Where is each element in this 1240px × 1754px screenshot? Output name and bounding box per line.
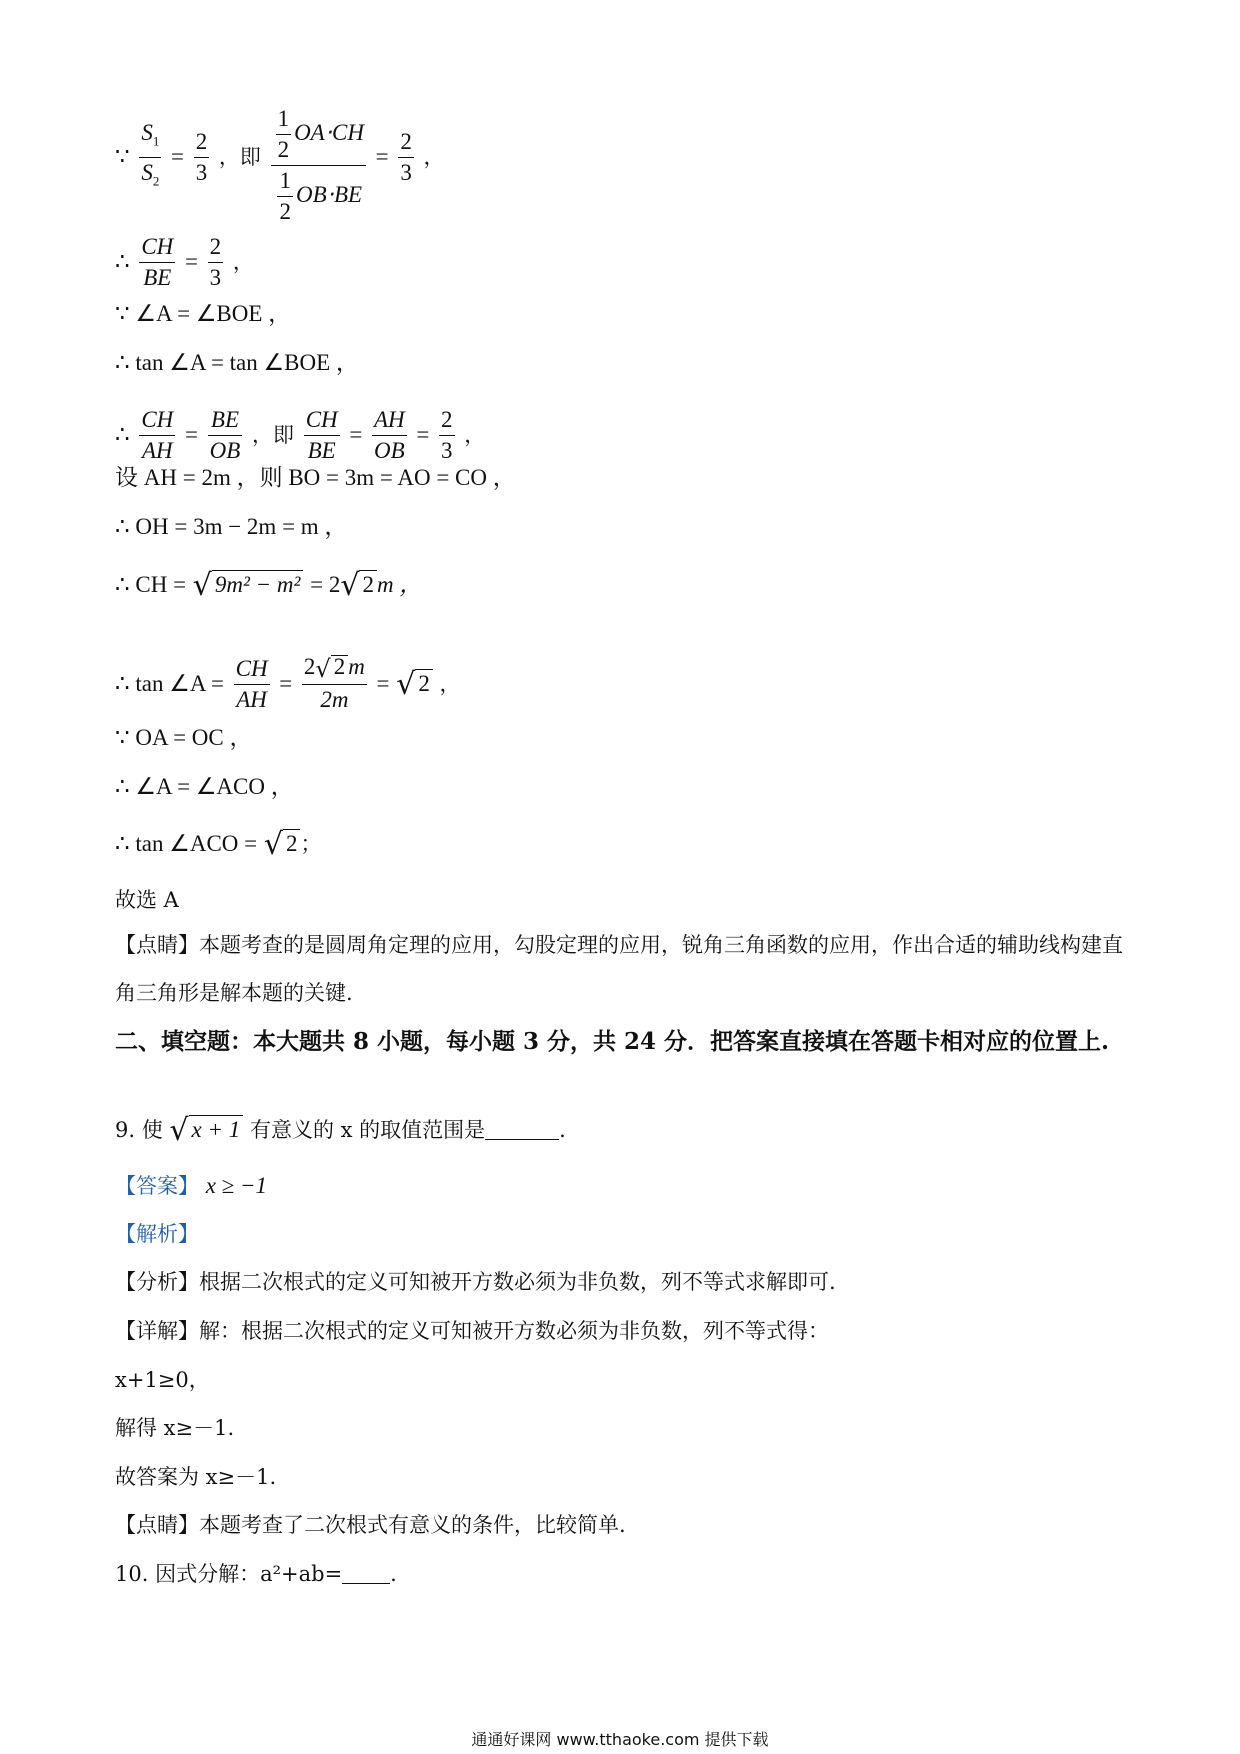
oa-ch: OA⋅CH [294,120,364,145]
fraction-be-ob [208,405,243,466]
half-den-2: 2 [279,199,291,224]
be: BE [143,265,172,290]
equals: = [279,671,293,696]
analysis-label: 【解析】 [115,1222,199,1246]
radicand: 9m² − m² [212,570,304,599]
answer-blank[interactable] [342,1583,390,1584]
semicolon: ； [300,832,322,856]
ah: AH [141,438,173,463]
because-symbol: ∵ [115,144,130,169]
half-bottom [277,166,293,227]
equals: = [171,144,184,169]
eq-line-10: ∵ OA = OC ， [115,725,253,750]
xiangjie-line: 【详解】解：根据二次根式的定义可知被开方数必须为非负数，列不等式得： [115,1319,829,1343]
ji-text: ，即 [218,145,261,169]
q9-radicand: x + 1 [189,1115,244,1144]
eq-line-12 [115,827,322,862]
equals-two: = 2 [310,572,341,597]
denominator: 3 [195,160,208,185]
fraction-two-thirds-2 [398,127,414,188]
step-1: x+1≥0， [115,1368,210,1392]
half-num: 1 [276,104,292,135]
rad-two-result: 2 [415,669,433,698]
eq-line-2 [115,232,254,293]
therefore-symbol: ∴ [115,422,130,447]
fraction-ch-be [139,232,175,293]
numerator: 2 [208,232,224,263]
period: . [559,1118,566,1142]
ob: OB [209,438,241,463]
fraction-big [271,104,366,227]
ah-2: AH [372,405,407,436]
q9-number: 9. 使 [115,1118,163,1142]
q10-text: 10. 因式分解：a²+ab= [115,1562,343,1586]
fraction-ah-ob [372,405,407,466]
rad-two: 2 [283,829,301,858]
s2: S [141,160,153,185]
eq-line-11: ∴ ∠A = ∠ACO ， [115,774,294,799]
dianjing-line: 【点睛】本题考查了二次根式有意义的条件，比较简单. [115,1513,626,1537]
ji-text: ，即 [252,423,294,447]
ch: CH [139,232,175,263]
answer-value: x ≥ −1 [205,1173,268,1198]
sqrt-icon: √ [396,667,416,702]
half-top [276,104,292,165]
half-num-2: 1 [277,166,293,197]
equals-2: = [349,422,363,447]
ah: AH [236,687,267,712]
comma: ， [232,250,254,274]
s1: S [141,120,153,146]
eq-line-3: ∵ ∠A = ∠BOE ， [115,301,292,326]
step-2: 解得 x≥－1. [115,1416,235,1440]
sqrt-icon: √ [315,655,331,683]
s1-sub: 1 [152,134,160,149]
be-2: BE [307,438,336,463]
tan-aco-equals: ∴ tan ∠ACO = [115,831,258,856]
radicand-two: 2 [359,570,377,599]
choose-a: 故选 A [115,888,179,912]
be: BE [208,405,243,436]
fraction-two-thirds [208,232,224,293]
ch-2: CH [304,405,340,436]
sqrt-icon: √ [192,568,212,603]
denominator: 3 [441,438,453,463]
q9-answer-line [115,1172,267,1200]
section-2-heading: 二、填空题：本大题共 8 小题，每小题 3 分，共 24 分．把答案直接填在答题卡相对应的位置上. [115,1028,1110,1055]
two-m: 2m [320,687,349,712]
s2-sub: 2 [152,173,160,189]
ob-be: OB⋅BE [295,182,363,207]
sqrt-icon: √ [169,1113,189,1148]
sqrt-icon: √ [340,568,360,603]
answer-blank[interactable] [485,1139,559,1140]
equals-2: = [375,144,389,169]
comma: ， [423,145,445,169]
m: m [348,654,365,679]
eq-line-1 [115,104,445,227]
dianjing-paragraph: 【点睛】本题考查的是圆周角定理的应用，勾股定理的应用，锐角三角函数的应用，作出合适的辅助线构建直角三角形是解本题的关键. [115,933,1123,1005]
period: . [390,1562,397,1586]
eq-line-9 [115,652,461,715]
ch-equals: ∴ CH = [115,572,187,597]
step-3: 故答案为 x≥－1. [115,1465,277,1489]
fraction-ch-ah [234,654,270,715]
equals-2: = [376,671,390,696]
eq-line-5 [115,405,485,466]
ob-2: OB [374,438,405,463]
rad-two: 2 [331,655,349,678]
numerator: 2 [194,127,210,158]
q9-line [115,1113,566,1148]
two: 2 [303,654,316,679]
answer-label: 【答案】 [115,1174,199,1198]
denominator-2: 3 [400,160,412,185]
q9-text: 有意义的 x 的取值范围是 [249,1118,486,1142]
equals: = [184,249,198,274]
tan-a-equals: ∴ tan ∠A = [115,671,224,696]
fraction-s1-s2 [139,118,161,196]
numerator-2: 2 [398,127,414,158]
fraction-ch-ah [139,405,175,466]
numerator: 2 [439,405,455,436]
therefore-symbol: ∴ [115,249,130,274]
half-den: 2 [277,137,290,162]
equals-3: = [416,422,430,447]
eq-line-6: 设 AH = 2m ，则 BO = 3m = AO = CO ， [115,465,516,490]
eq-line-8 [115,568,423,603]
footer: 通通好课网 www.tthaoke.com 提供下载 [471,1730,769,1749]
fraction-two-thirds [439,405,455,466]
fraction-ch-be [304,405,340,466]
q10-line [115,1560,397,1588]
eq-line-7: ∴ OH = 3m − 2m = m ， [115,514,348,539]
fraction-2root2m-2m [302,652,367,715]
m-comma: m ， [376,572,423,597]
sqrt-icon: √ [263,827,283,862]
comma: ， [439,672,461,696]
equals: = [184,422,198,447]
ch: CH [139,405,175,436]
ch: CH [234,654,270,685]
fraction-two-thirds [194,127,210,188]
comma: ， [464,423,486,447]
denominator: 3 [209,265,222,290]
fenxi-line: 【分析】根据二次根式的定义可知被开方数必须为非负数，列不等式求解即可. [115,1270,836,1294]
eq-line-4: ∴ tan ∠A = tan ∠BOE ， [115,350,359,375]
